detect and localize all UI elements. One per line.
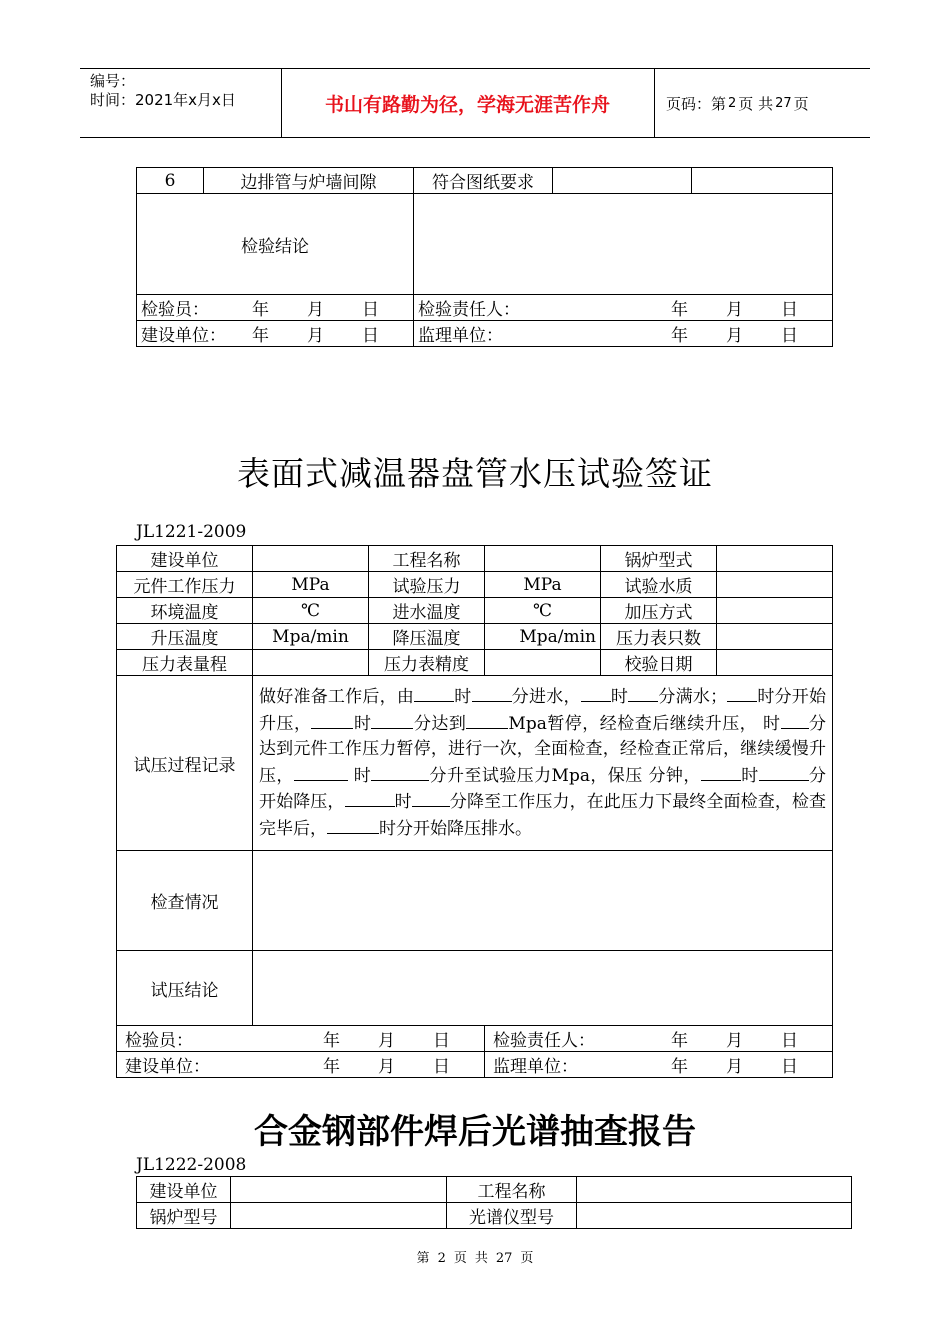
check-value [253,851,833,951]
day-label: 日 [781,326,798,346]
year-label: 年 [671,1057,688,1077]
year-label: 年 [671,300,688,320]
label-cell: 环境温度 [117,598,253,624]
row-number: 6 [137,168,204,194]
day-label: 日 [362,326,379,346]
table-row [137,1203,852,1229]
month-label: 月 [307,326,324,346]
label-cell: 进水温度 [369,598,485,624]
month-label: 月 [726,1057,743,1077]
label-cell: 工程名称 [447,1177,577,1203]
conclusion-label: 检验结论 [241,236,309,257]
inspector-signature-cell [137,295,414,321]
header-page-label: 页码：第 [666,94,727,113]
table-row [117,572,833,598]
footer-label: 第 [416,1251,430,1266]
value-cell [717,650,833,676]
responsible-label: 检验责任人： [418,300,520,320]
inspector-label: 检验员： [141,300,209,320]
supervisor-signature-cell [414,321,833,347]
process-label: 试压过程记录 [117,676,253,851]
supervisor-label: 监理单位： [418,326,503,346]
table-row [117,598,833,624]
value-cell [485,546,601,572]
value-cell [253,650,369,676]
label-cell: 试验压力 [369,572,485,598]
form2-code: JL1221-2009 [136,522,247,542]
builder-signature-cell [137,321,414,347]
footer-page-current: 2 [437,1251,446,1266]
row-item: 边排管与炉墙间隙 [204,168,414,194]
table-row [137,168,833,194]
label-cell: 元件工作压力 [117,572,253,598]
day-label: 日 [433,1031,450,1051]
value-cell [485,650,601,676]
table-row [117,546,833,572]
month-label: 月 [378,1031,395,1051]
label-cell: 建设单位 [117,546,253,572]
value-cell [577,1177,852,1203]
page-footer [0,1247,950,1266]
month-label: 月 [378,1057,395,1077]
responsible-label: 检验责任人： [493,1031,595,1051]
label-cell: 光谱仪型号 [447,1203,577,1229]
value-cell [577,1203,852,1229]
header-time-label: 时间：2021年x月x日 [90,91,236,109]
unit-cell: MPa [485,572,601,598]
year-label: 年 [252,300,269,320]
value-cell [231,1177,447,1203]
header-page-current: 2 [728,95,737,111]
value-cell [717,624,833,650]
day-label: 日 [781,1057,798,1077]
spectrum-report-table [136,1176,852,1229]
day-label: 日 [781,300,798,320]
footer-label: 页 [453,1251,467,1266]
year-label: 年 [671,326,688,346]
value-cell [717,598,833,624]
process-record: 做好准备工作后，由 时 分进水， 时 分满水； 时分开始升压， 时 分达到 Mpa暂停，经检查后继续升压， 时 分达到元件工作压力暂停，进行一次，全面检查，经检查正常后，继续缓慢升压， 时 分升至试验压力Mpa，保压 分钟， 时 分开始降压， 时 分降至工作压力，在此压力下最终全面检查，检查完毕后， 时分开始降压排水。 [253,676,833,851]
label-cell: 工程名称 [369,546,485,572]
label-cell: 升压温度 [117,624,253,650]
day-label: 日 [781,1031,798,1051]
footer-label: 页 [520,1251,534,1266]
year-label: 年 [671,1031,688,1051]
label-cell: 校验日期 [601,650,717,676]
label-cell: 建设单位 [137,1177,231,1203]
header-motto: 书山有路勤为径，学海无涯苦作舟 [324,93,610,116]
unit-cell: Mpa/min [485,624,601,650]
table-row [117,1026,833,1052]
table-row [137,321,833,347]
month-label: 月 [726,300,743,320]
form3-code: JL1222-2008 [136,1155,247,1175]
page-header [80,68,870,138]
row-requirement: 符合图纸要求 [414,168,553,194]
check-label: 检查情况 [117,851,253,951]
inspector-label: 检验员： [125,1031,193,1051]
label-cell: 降压温度 [369,624,485,650]
inspection-table [136,167,833,347]
unit-cell: ℃ [253,598,369,624]
label-cell: 压力表量程 [117,650,253,676]
value-cell [231,1203,447,1229]
header-meta [90,72,236,110]
header-page-info [666,69,811,137]
footer-page-total: 27 [495,1251,513,1266]
result-label: 试压结论 [117,951,253,1026]
header-divider [654,69,655,137]
table-row [137,295,833,321]
label-cell: 压力表精度 [369,650,485,676]
conclusion-value [414,194,833,295]
builder-label: 建设单位： [125,1057,210,1077]
label-cell: 试验水质 [601,572,717,598]
unit-cell: Mpa/min [253,624,369,650]
header-number-label: 编号： [90,72,136,90]
supervisor-label: 监理单位： [493,1057,578,1077]
year-label: 年 [323,1031,340,1051]
footer-label: 共 [474,1251,488,1266]
form3-title: 合金钢部件焊后光谱抽查报告 [254,1112,696,1152]
row-cell-empty [692,168,833,194]
table-row [117,650,833,676]
year-label: 年 [323,1057,340,1077]
month-label: 月 [726,326,743,346]
builder-signature-cell [117,1052,485,1078]
table-row [117,676,833,851]
table-row [137,194,833,295]
label-cell: 压力表只数 [601,624,717,650]
month-label: 月 [726,1031,743,1051]
value-cell [253,546,369,572]
year-label: 年 [252,326,269,346]
day-label: 日 [362,300,379,320]
responsible-signature-cell [414,295,833,321]
label-cell: 加压方式 [601,598,717,624]
builder-label: 建设单位： [141,326,226,346]
responsible-signature-cell [485,1026,833,1052]
label-cell: 锅炉型式 [601,546,717,572]
conclusion-label-cell [137,194,414,295]
unit-cell: ℃ [485,598,601,624]
table-row [117,1052,833,1078]
unit-cell: MPa [253,572,369,598]
row-cell-empty [553,168,692,194]
table-row [137,1177,852,1203]
table-row [117,624,833,650]
inspector-signature-cell [117,1026,485,1052]
supervisor-signature-cell [485,1052,833,1078]
result-value [253,951,833,1026]
table-row [117,951,833,1026]
hydro-test-table [116,545,833,1078]
table-row [117,851,833,951]
value-cell [717,546,833,572]
header-page-total: 27 [775,95,792,111]
label-cell: 锅炉型号 [137,1203,231,1229]
month-label: 月 [307,300,324,320]
header-page-label: 页 共 [738,94,774,113]
header-page-label: 页 [793,94,809,113]
value-cell [717,572,833,598]
day-label: 日 [433,1057,450,1077]
form2-title: 表面式减温器盘管水压试验签证 [237,454,713,493]
